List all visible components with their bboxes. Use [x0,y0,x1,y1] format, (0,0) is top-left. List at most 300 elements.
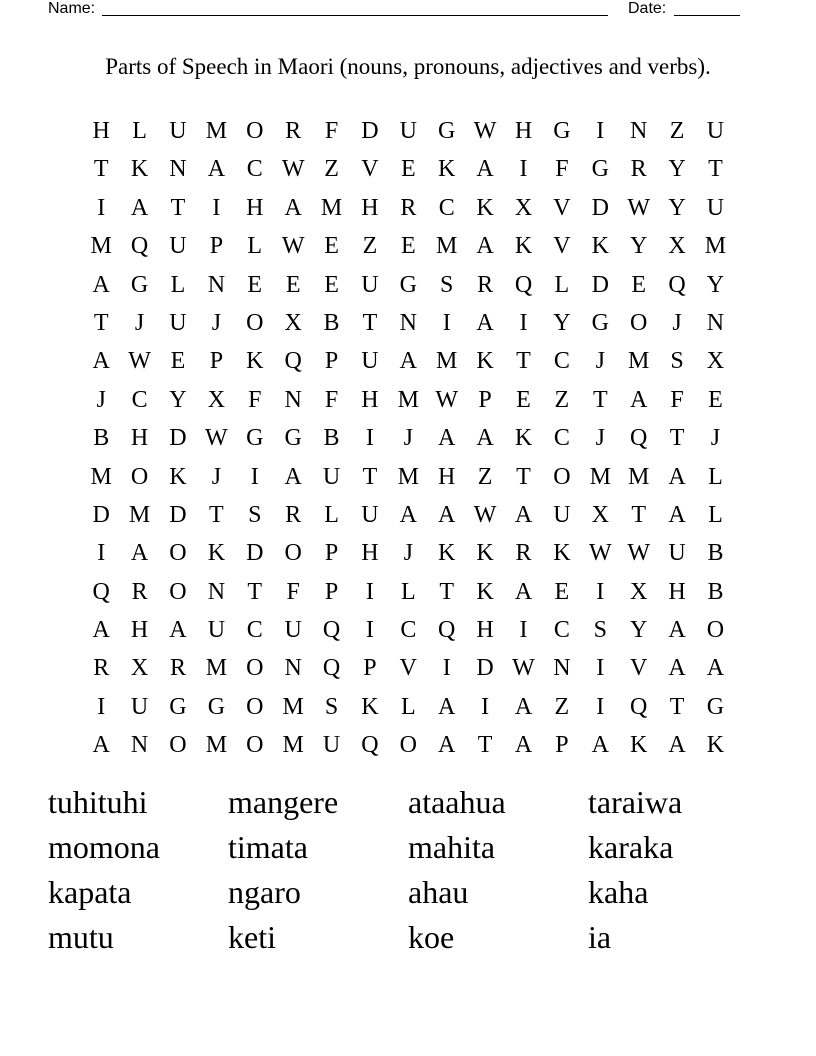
grid-letter[interactable]: I [442,655,451,682]
grid-letter[interactable]: Y [629,617,648,644]
grid-letter[interactable]: A [169,617,187,644]
grid-letter[interactable]: T [516,463,531,490]
grid-letter[interactable]: O [399,732,417,759]
grid-letter[interactable]: W [281,156,305,183]
grid-letter[interactable]: S [248,501,262,528]
word-bank-item: timata [228,829,308,865]
grid-letter[interactable]: R [285,501,302,528]
grid-letter[interactable]: D [246,540,264,567]
grid-letter[interactable]: T [247,578,263,605]
grid-letter[interactable]: N [553,655,571,682]
grid-letter[interactable]: E [247,271,263,298]
grid-letter[interactable]: H [668,578,686,605]
grid-letter[interactable]: X [130,655,149,682]
grid-letter[interactable]: A [668,617,686,644]
grid-letter[interactable]: E [554,578,570,605]
grid-letter[interactable]: P [324,348,339,375]
grid-letter[interactable]: J [403,425,413,452]
grid-letter[interactable]: P [555,732,569,759]
grid-letter[interactable]: Y [668,156,686,183]
grid-letter[interactable]: F [286,578,300,605]
grid-letter[interactable]: X [668,233,686,260]
grid-letter[interactable]: E [170,348,186,375]
grid-letter[interactable]: O [246,732,264,759]
grid-letter[interactable]: L [400,578,416,605]
grid-letter[interactable]: Q [92,578,110,605]
grid-letter[interactable]: A [399,348,417,375]
grid-letter[interactable]: O [246,655,264,682]
grid-letter[interactable]: A [130,194,149,221]
word-search-grid[interactable] [82,112,735,765]
grid-letter[interactable]: W [512,655,535,682]
grid-letter[interactable]: K [476,348,494,375]
grid-letter[interactable]: C [131,386,148,413]
grid-letter[interactable]: Q [629,425,648,452]
grid-letter[interactable]: I [250,463,259,490]
word-bank-item: tuhituhi [48,784,148,820]
grid-letter[interactable]: I [481,693,490,720]
grid-letter[interactable]: J [595,425,605,452]
grid-letter[interactable]: Y [668,194,686,221]
grid-letter[interactable]: Z [324,156,339,183]
grid-letter[interactable]: R [285,118,302,144]
grid-letter[interactable]: Y [629,233,648,260]
grid-letter[interactable]: A [591,732,609,759]
grid-letter[interactable]: W [588,540,612,567]
grid-letter[interactable]: K [476,194,494,221]
grid-letter[interactable]: A [438,425,456,452]
grid-letter[interactable]: B [93,425,110,452]
grid-letter[interactable]: H [246,194,264,221]
grid-letter[interactable]: P [324,578,339,605]
grid-letter[interactable]: D [591,194,609,221]
grid-letter[interactable]: M [282,732,304,759]
grid-letter[interactable]: Q [668,271,686,298]
grid-letter[interactable]: J [672,309,682,336]
grid-letter[interactable]: I [519,156,528,183]
grid-letter[interactable]: I [596,655,605,682]
grid-letter[interactable]: E [400,156,416,183]
grid-letter[interactable]: W [473,501,497,528]
grid-letter[interactable]: N [706,309,725,336]
grid-letter[interactable]: O [246,118,264,144]
grid-letter[interactable]: Z [554,693,570,720]
grid-letter[interactable]: U [130,693,149,720]
grid-letter[interactable]: A [207,156,226,183]
grid-letter[interactable]: H [514,118,533,144]
grid-letter[interactable]: R [515,540,532,567]
grid-letter[interactable]: G [399,271,417,298]
grid-letter[interactable]: E [324,271,339,298]
grid-letter[interactable]: U [322,732,341,759]
grid-letter[interactable]: U [361,501,379,528]
grid-letter[interactable]: S [670,348,684,375]
grid-letter[interactable]: V [553,194,571,221]
grid-letter[interactable]: K [438,156,456,183]
grid-letter[interactable]: F [324,386,339,413]
grid-letter[interactable]: G [207,693,226,720]
grid-letter[interactable]: Z [669,118,685,144]
grid-letter[interactable]: D [361,118,379,144]
grid-letter[interactable]: A [399,501,417,528]
grid-letter[interactable]: M [397,463,419,490]
grid-letter[interactable]: M [589,463,611,490]
grid-letter[interactable]: D [169,425,187,452]
grid-letter[interactable]: A [668,463,686,490]
grid-letter[interactable]: A [476,156,494,183]
grid-row [82,419,735,457]
grid-letter[interactable]: U [706,118,725,144]
grid-letter[interactable]: Q [514,271,533,298]
grid-letter[interactable]: I [97,194,106,221]
grid-letter[interactable]: B [707,578,724,605]
grid-letter[interactable]: K [591,233,609,260]
grid-row [82,381,735,419]
grid-letter[interactable]: O [169,732,187,759]
grid-letter[interactable]: R [630,156,647,183]
grid-letter[interactable]: K [361,693,379,720]
word-bank-item: ataahua [408,784,506,820]
grid-letter[interactable]: A [92,271,110,298]
grid-letter[interactable]: K [706,732,725,759]
grid-letter[interactable]: P [324,540,339,567]
grid-letter[interactable]: U [706,194,725,221]
grid-letter[interactable]: J [96,386,106,413]
grid-letter[interactable]: S [440,271,454,298]
grid-letter[interactable]: T [439,578,455,605]
grid-letter[interactable]: A [668,732,686,759]
grid-letter[interactable]: T [170,194,186,221]
grid-letter[interactable]: A [514,693,533,720]
grid-letter[interactable]: E [631,271,646,298]
grid-letter[interactable]: U [169,309,187,336]
grid-letter[interactable]: Z [554,386,570,413]
grid-letter[interactable]: E [324,233,339,260]
grid-letter[interactable]: K [438,540,456,567]
grid-letter[interactable]: G [706,693,725,720]
grid-letter[interactable]: K [553,540,571,567]
grid-letter[interactable]: H [438,463,456,490]
grid-letter[interactable]: A [284,463,302,490]
grid-letter[interactable]: A [130,540,149,567]
grid-letter[interactable]: G [438,118,456,144]
grid-letter[interactable]: K [476,578,494,605]
grid-letter[interactable]: W [128,348,151,375]
grid-letter[interactable]: C [553,617,570,644]
grid-letter[interactable]: P [363,655,377,682]
grid-letter[interactable]: A [476,425,494,452]
grid-letter[interactable]: J [211,463,222,490]
grid-letter[interactable]: C [246,617,263,644]
grid-letter[interactable]: U [169,233,187,260]
grid-letter[interactable]: Z [477,463,493,490]
grid-letter[interactable]: A [629,386,648,413]
grid-letter[interactable]: C [400,617,417,644]
grid-letter[interactable]: M [436,348,458,375]
grid-letter[interactable]: M [320,194,343,221]
grid-letter[interactable]: U [553,501,571,528]
grid-letter[interactable]: F [670,386,684,413]
grid-letter[interactable]: A [438,732,456,759]
grid-letter[interactable]: K [207,540,226,567]
grid-letter[interactable]: W [627,194,650,221]
grid-letter[interactable]: I [212,194,221,221]
grid-letter[interactable]: T [362,309,378,336]
grid-letter[interactable]: C [553,425,570,452]
grid-letter[interactable]: N [629,118,648,144]
grid-letter[interactable]: M [90,463,112,490]
grid-letter[interactable]: D [92,501,110,528]
grid-letter[interactable]: V [399,655,417,682]
grid-letter[interactable]: G [169,693,187,720]
grid-letter[interactable]: K [476,540,494,567]
grid-letter[interactable]: J [211,309,222,336]
grid-letter[interactable]: U [361,348,379,375]
name-blank-line[interactable] [102,15,608,16]
grid-letter[interactable]: Y [706,271,725,298]
grid-letter[interactable]: T [209,501,224,528]
grid-letter[interactable]: T [362,463,378,490]
grid-letter[interactable]: L [324,501,339,528]
grid-letter[interactable]: P [209,348,224,375]
grid-letter[interactable]: X [514,194,533,221]
grid-letter[interactable]: C [553,348,570,375]
grid-letter[interactable]: L [554,271,570,298]
grid-letter[interactable]: J [595,348,605,375]
grid-letter[interactable]: C [438,194,455,221]
grid-letter[interactable]: I [365,425,374,452]
grid-letter[interactable]: M [704,233,727,260]
grid-letter[interactable]: N [284,386,302,413]
word-bank-item: momona [48,829,160,865]
grid-letter[interactable]: T [516,348,531,375]
grid-letter[interactable]: H [130,425,149,452]
grid-letter[interactable]: O [246,309,264,336]
grid-letter[interactable]: A [706,655,725,682]
grid-letter[interactable]: L [170,271,186,298]
grid-letter[interactable]: E [285,271,301,298]
grid-letter[interactable]: G [130,271,149,298]
grid-letter[interactable]: T [93,156,109,183]
grid-letter[interactable]: U [322,463,341,490]
grid-letter[interactable]: D [169,501,187,528]
grid-letter[interactable]: K [130,156,149,183]
grid-letter[interactable]: D [476,655,494,682]
grid-letter[interactable]: M [627,463,650,490]
grid-letter[interactable]: I [596,693,605,720]
grid-letter[interactable]: T [669,693,685,720]
grid-letter[interactable]: A [668,501,686,528]
grid-letter[interactable]: I [97,540,106,567]
grid-letter[interactable]: H [476,617,494,644]
grid-letter[interactable]: L [400,693,416,720]
grid-letter[interactable]: T [631,501,646,528]
grid-letter[interactable]: F [555,156,569,183]
grid-letter[interactable]: X [629,578,648,605]
grid-letter[interactable]: Z [362,233,378,260]
grid-letter[interactable]: H [361,386,379,413]
grid-letter[interactable]: X [591,501,609,528]
grid-letter[interactable]: U [399,118,417,144]
grid-letter[interactable]: H [130,617,149,644]
grid-letter[interactable]: A [476,309,494,336]
grid-letter[interactable]: I [519,309,528,336]
grid-letter[interactable]: M [627,348,650,375]
grid-letter[interactable]: Q [130,233,149,260]
grid-letter[interactable]: O [169,578,187,605]
grid-letter[interactable]: J [403,540,413,567]
grid-letter[interactable]: B [323,309,340,336]
grid-letter[interactable]: R [131,578,148,605]
grid-letter[interactable]: G [553,118,571,144]
grid-letter[interactable]: P [209,233,224,260]
grid-letter[interactable]: M [128,501,151,528]
grid-letter[interactable]: I [97,693,106,720]
grid-letter[interactable]: A [92,732,110,759]
grid-letter[interactable]: B [707,540,724,567]
grid-letter[interactable]: I [596,118,605,144]
grid-letter[interactable]: Q [361,732,379,759]
grid-letter[interactable]: H [92,118,110,144]
grid-letter[interactable]: E [400,233,416,260]
grid-letter[interactable]: W [205,425,228,452]
grid-letter[interactable]: L [708,501,723,528]
grid-letter[interactable]: N [130,732,149,759]
grid-letter[interactable]: B [323,425,340,452]
grid-letter[interactable]: Q [438,617,456,644]
grid-letter[interactable]: A [92,348,110,375]
grid-letter[interactable]: F [248,386,262,413]
grid-letter[interactable]: A [668,655,686,682]
grid-letter[interactable]: A [438,501,456,528]
grid-letter[interactable]: O [553,463,571,490]
grid-letter[interactable]: U [207,617,226,644]
grid-letter[interactable]: K [514,425,533,452]
grid-letter[interactable]: E [708,386,723,413]
grid-letter[interactable]: X [207,386,226,413]
grid-letter[interactable]: T [477,732,493,759]
grid-letter[interactable]: C [246,156,263,183]
grid-letter[interactable]: M [205,732,228,759]
grid-letter[interactable]: Q [284,348,302,375]
grid-letter[interactable]: X [706,348,725,375]
grid-letter[interactable]: R [400,194,417,221]
grid-letter[interactable]: N [399,309,417,336]
grid-letter[interactable]: Y [169,386,187,413]
grid-letter[interactable]: I [365,578,374,605]
grid-letter[interactable]: K [514,233,533,260]
grid-letter[interactable]: V [629,655,648,682]
grid-letter[interactable]: D [591,271,609,298]
word-bank-row [48,917,768,962]
grid-letter[interactable]: O [284,540,302,567]
grid-letter[interactable]: L [708,463,723,490]
grid-letter[interactable]: U [361,271,379,298]
grid-letter[interactable]: S [324,693,339,720]
grid-letter[interactable]: M [436,233,458,260]
grid-row [82,649,735,687]
grid-letter[interactable]: W [281,233,305,260]
grid-letter[interactable]: T [93,309,109,336]
grid-letter[interactable]: U [169,118,187,144]
grid-letter[interactable]: V [361,156,379,183]
grid-letter[interactable]: Q [322,617,341,644]
grid-letter[interactable]: I [442,309,451,336]
grid-letter[interactable]: W [435,386,459,413]
grid-letter[interactable]: O [169,540,187,567]
grid-letter[interactable]: I [519,617,528,644]
grid-letter[interactable]: K [629,732,648,759]
grid-letter[interactable]: F [324,118,339,144]
grid-letter[interactable]: A [514,732,533,759]
grid-letter[interactable]: U [668,540,686,567]
grid-letter[interactable]: L [132,118,147,144]
grid-letter[interactable]: H [361,540,379,567]
grid-letter[interactable]: Y [553,309,571,336]
grid-letter[interactable]: W [627,540,650,567]
grid-letter[interactable]: N [207,578,226,605]
grid-letter[interactable]: G [284,425,302,452]
grid-letter[interactable]: K [169,463,187,490]
grid-letter[interactable]: A [438,693,456,720]
grid-letter[interactable]: A [92,617,110,644]
grid-letter[interactable]: N [284,655,302,682]
grid-letter[interactable]: M [90,233,112,260]
grid-letter[interactable]: X [284,309,302,336]
grid-letter[interactable]: O [246,693,264,720]
grid-letter[interactable]: G [246,425,264,452]
grid-letter[interactable]: A [284,194,302,221]
grid-letter[interactable]: R [169,655,186,682]
grid-letter[interactable]: P [478,386,492,413]
grid-letter[interactable]: Q [322,655,341,682]
grid-letter[interactable]: H [361,194,379,221]
grid-letter[interactable]: O [130,463,149,490]
grid-letter[interactable]: W [473,118,497,144]
grid-letter[interactable]: R [477,271,494,298]
grid-letter[interactable]: A [514,501,533,528]
grid-letter[interactable]: Q [629,693,648,720]
grid-letter[interactable]: U [284,617,302,644]
grid-letter[interactable]: A [514,578,533,605]
grid-letter[interactable]: O [706,617,725,644]
grid-letter[interactable]: N [169,156,187,183]
grid-letter[interactable]: M [397,386,419,413]
grid-letter[interactable]: T [669,425,685,452]
grid-letter[interactable]: M [205,655,228,682]
grid-letter[interactable]: M [282,693,304,720]
grid-letter[interactable]: T [708,156,723,183]
grid-letter[interactable]: O [629,309,648,336]
grid-letter[interactable]: J [710,425,721,452]
date-blank-line[interactable] [674,15,740,16]
grid-letter[interactable]: I [365,617,374,644]
grid-letter[interactable]: V [553,233,571,260]
grid-letter[interactable]: J [134,309,145,336]
grid-letter[interactable]: E [516,386,531,413]
grid-letter[interactable]: K [246,348,264,375]
grid-letter[interactable]: L [247,233,263,260]
grid-letter[interactable]: G [591,309,609,336]
grid-letter[interactable]: I [596,578,605,605]
grid-letter[interactable]: N [207,271,226,298]
grid-letter[interactable]: S [593,617,607,644]
grid-letter[interactable]: M [205,118,228,144]
grid-letter[interactable]: R [93,655,110,682]
grid-letter[interactable]: A [476,233,494,260]
grid-letter[interactable]: T [592,386,608,413]
grid-letter[interactable]: G [591,156,609,183]
